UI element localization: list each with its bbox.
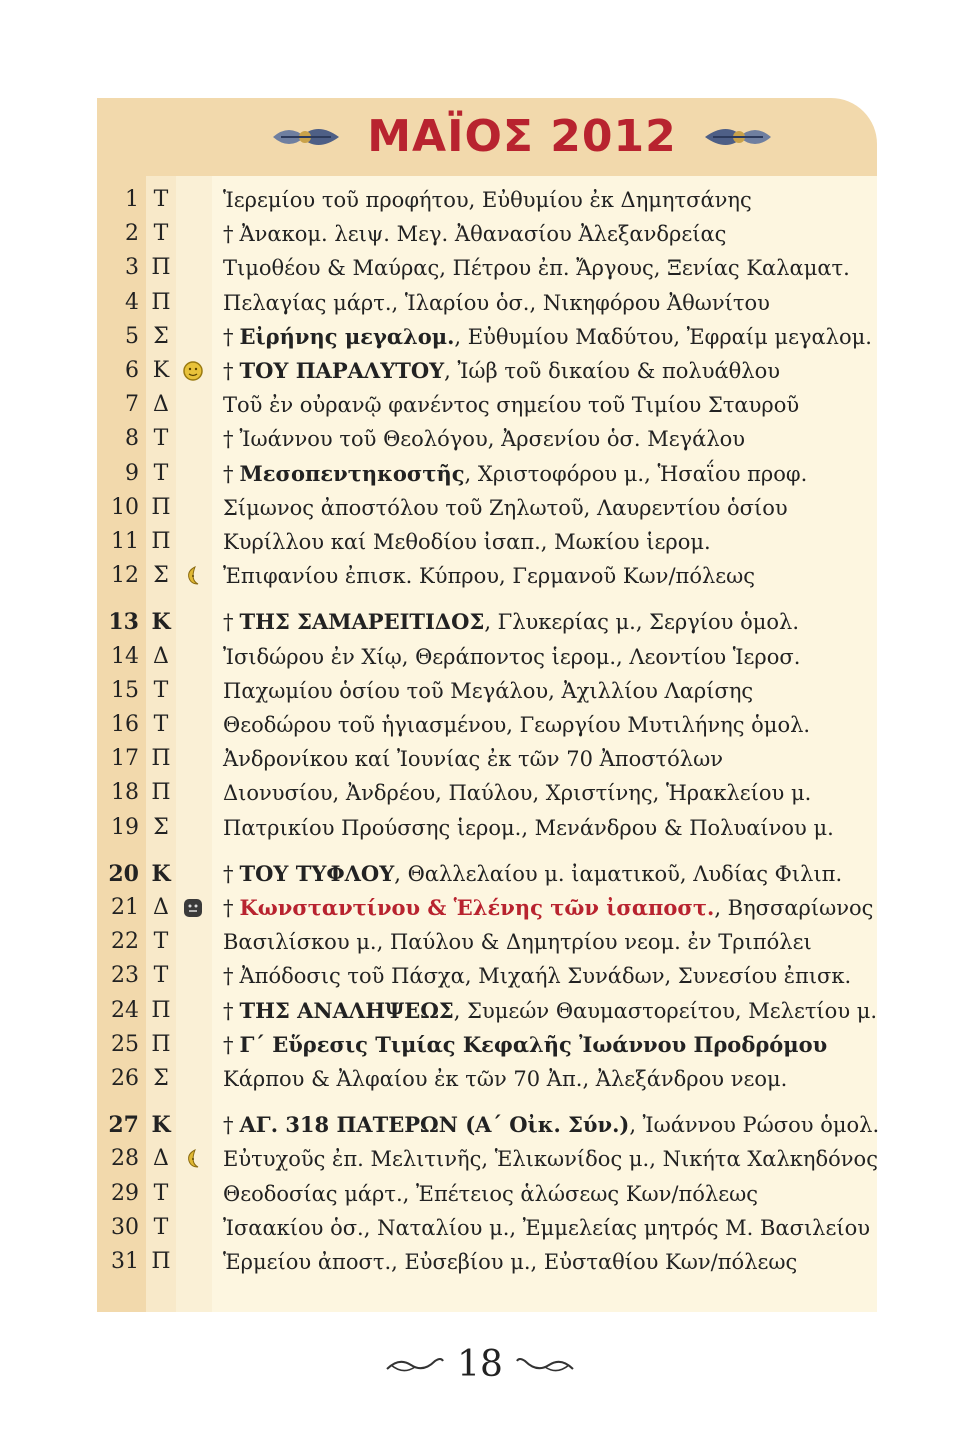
feast-text: [223, 959, 873, 993]
day-number: 7: [125, 392, 139, 418]
moon-phase-icon: [181, 896, 205, 920]
day-number: 31: [111, 1249, 139, 1274]
day-of-week: Σ: [153, 563, 169, 589]
feast-saints: Θεοδώρου τοῦ ἡγιασμένου, Γεωργίου Μυτιλήνης ὁμολ.: [223, 713, 811, 737]
day-row: [97, 959, 877, 993]
day-row: [97, 422, 877, 456]
feast-saints: Ἐπιφανίου ἐπισκ. Κύπρου, Γερμανοῦ Κων/πόλεως: [223, 564, 756, 589]
left-swash-icon: [385, 1353, 445, 1377]
day-of-week: Τ: [153, 929, 169, 955]
day-of-week: Δ: [153, 392, 169, 418]
feast-dagger: †: [223, 964, 234, 989]
day-number: 29: [111, 1180, 139, 1206]
day-row: [97, 857, 877, 891]
day-row: [97, 674, 877, 708]
day-row: [97, 605, 877, 639]
feast-saints: Ἰωάννου τοῦ Θεολόγου, Ἀρσενίου ὁσ. Μεγάλου: [239, 427, 746, 452]
feast-text: [223, 994, 878, 1028]
day-row: [97, 1245, 877, 1279]
day-row: [97, 1142, 877, 1176]
feast-highlight: ΤΗΣ ΑΝΑΛΗΨΕΩΣ: [239, 997, 454, 1023]
day-number: 30: [111, 1214, 139, 1240]
feast-saints: Παχωμίου ὁσίου τοῦ Μεγάλου, Ἀχιλλίου Λαρίσης: [223, 678, 754, 703]
day-of-week: Σ: [153, 1066, 169, 1091]
feast-saints: Εὐτυχοῦς ἐπ. Μελιτινῆς, Ἑλικωνίδος μ., Νικήτα Χαλκηδόνος: [223, 1147, 878, 1172]
feast-text: [223, 1177, 873, 1211]
day-of-week: Δ: [153, 1146, 169, 1172]
day-of-week: Π: [151, 289, 171, 315]
day-number: 3: [125, 255, 139, 281]
feast-dagger: †: [223, 896, 234, 920]
day-number: 2: [125, 221, 139, 247]
day-row: [97, 217, 877, 251]
feast-text: [223, 742, 873, 776]
feast-highlight: Μεσοπεντηκοστῆς: [239, 460, 465, 486]
day-row: [97, 559, 877, 593]
feast-major: Κωνσταντίνου & Ἑλένης τῶν ἰσαποστ.: [239, 895, 715, 920]
day-row: [97, 388, 877, 422]
day-number: 9: [125, 460, 139, 486]
day-of-week: Τ: [153, 460, 169, 486]
day-of-week: Π: [151, 746, 171, 772]
feast-text: [223, 605, 873, 639]
feast-saints: , Εὐθυμίου Μαδύτου, Ἐφραίμ μεγαλομ.: [454, 324, 872, 349]
right-ornament-icon: [703, 117, 773, 157]
month-header: [212, 98, 832, 176]
day-row: [97, 1028, 877, 1062]
feast-saints: Ἑρμείου ἀποστ., Εὐσεβίου μ., Εὐσταθίου Κων/πόλεως: [223, 1250, 798, 1274]
day-row: [97, 1108, 880, 1142]
feast-dagger: †: [223, 222, 234, 247]
day-of-week: Τ: [153, 963, 169, 989]
feast-saints: , Γλυκερίας μ., Σεργίου ὁμολ.: [484, 610, 800, 635]
day-number: 12: [111, 563, 139, 589]
day-of-week: Π: [151, 1249, 171, 1274]
day-number: 15: [111, 677, 139, 703]
feast-dagger: †: [223, 324, 234, 349]
day-of-week: Π: [151, 780, 171, 806]
feast-text: [223, 251, 873, 285]
day-number: 8: [125, 426, 139, 452]
feast-dagger: †: [223, 359, 234, 383]
day-number: 17: [111, 746, 139, 772]
day-of-week: Κ: [152, 358, 170, 383]
day-number: 25: [111, 1031, 139, 1057]
day-of-week: Τ: [153, 677, 169, 703]
day-of-week: Τ: [153, 1214, 169, 1240]
day-row: [97, 811, 877, 845]
day-row: [97, 320, 877, 354]
day-row: [97, 183, 877, 217]
feast-text: [223, 286, 873, 320]
feast-saints: Κυρίλλου καί Μεθοδίου ἰσαπ., Μωκίου ἱερομ.: [223, 530, 711, 554]
day-row: [97, 708, 877, 742]
day-of-week: Κ: [151, 860, 171, 887]
day-of-week: Κ: [151, 1112, 171, 1139]
moon-icon-2: [181, 1147, 205, 1171]
day-row: [97, 891, 877, 925]
day-number: 4: [125, 289, 139, 315]
feast-saints: Ἰσαακίου ὁσ., Ναταλίου μ., Ἐμμελείας μητρός Μ. Βασιλείου: [223, 1215, 871, 1240]
day-of-week: Τ: [153, 712, 169, 737]
day-number: 1: [125, 187, 139, 212]
day-of-week: Τ: [153, 1180, 169, 1206]
sun-icon: [181, 359, 205, 383]
feast-saints: Θεοδοσίας μάρτ., Ἐπέτειος ἁλώσεως Κων/πόλεως: [223, 1181, 758, 1206]
feast-text: [223, 674, 873, 708]
day-row: [97, 1062, 877, 1096]
day-row: [97, 742, 877, 776]
feast-dagger: †: [223, 1113, 234, 1138]
day-of-week: Δ: [153, 643, 169, 669]
feast-dagger: †: [223, 998, 234, 1023]
feast-saints: Ἰσιδώρου ἐν Χίῳ, Θεράποντος ἱερομ., Λεοντίου Ἱεροσ.: [223, 644, 801, 669]
feast-saints: Ἀνακομ. λειψ. Μεγ. Ἀθανασίου Ἀλεξανδρείας: [239, 222, 727, 247]
feast-text: [223, 1028, 873, 1062]
day-of-week: Σ: [153, 814, 169, 840]
feast-text: [223, 320, 873, 354]
feast-saints: , Ἰώβ τοῦ δικαίου & πολυάθλου: [444, 359, 781, 383]
feast-highlight: ΤΟΥ ΤΥΦΛΟΥ: [239, 860, 395, 886]
feast-text: [223, 457, 873, 491]
feast-text: [223, 1245, 873, 1279]
day-number: 5: [125, 323, 139, 349]
day-of-week: Π: [151, 494, 171, 520]
feast-highlight: Γ΄ Εὕρεσις Τιμίας Κεφαλῆς Ἰωάννου Προδρόμου: [239, 1031, 828, 1057]
day-number: 11: [111, 529, 139, 554]
page-number: 18: [457, 1344, 503, 1385]
feast-text: [223, 388, 873, 422]
feast-dagger: †: [223, 861, 234, 886]
feast-saints: , Ἰωάννου Ρώσου ὁμολ.: [629, 1113, 880, 1138]
feast-dagger: †: [223, 610, 234, 635]
day-number: 28: [111, 1146, 139, 1172]
feast-saints: Τοῦ ἐν οὐρανῷ φανέντος σημείου τοῦ Τιμίου Σταυροῦ: [223, 393, 800, 418]
day-of-week: Τ: [153, 221, 169, 247]
day-number: 19: [111, 814, 139, 840]
right-swash-icon: [515, 1353, 575, 1377]
day-number: 27: [108, 1112, 139, 1139]
feast-saints: Ἱερεμίου τοῦ προφήτου, Εὐθυμίου ἐκ Δημητσάνης: [223, 188, 752, 212]
day-row: [97, 491, 877, 525]
day-number: 6: [125, 358, 139, 383]
day-of-week: Π: [151, 997, 171, 1023]
feast-dagger: †: [223, 1032, 234, 1057]
day-of-week: Π: [151, 529, 171, 554]
feast-highlight: Εἰρήνης μεγαλομ.: [239, 323, 455, 349]
feast-saints: , Θαλλελαίου μ. ἰαματικοῦ, Λυδίας Φιλιπ.: [394, 861, 843, 886]
feast-text: [223, 354, 873, 388]
day-of-week: Σ: [153, 323, 169, 349]
day-of-week: Π: [151, 255, 171, 281]
feast-text: [223, 925, 873, 959]
feast-text: [223, 525, 873, 559]
feast-text: [223, 776, 873, 810]
day-row: [97, 525, 877, 559]
feast-saints: Πελαγίας μάρτ., Ἱλαρίου ὁσ., Νικηφόρου Ἀθωνίτου: [223, 290, 770, 315]
feast-text: [223, 1211, 873, 1245]
feast-text: [223, 491, 873, 525]
feast-dagger: †: [223, 427, 234, 452]
day-of-week: Δ: [153, 895, 169, 920]
month-title: ΜΑΪΟΣ 2012: [367, 111, 677, 162]
feast-saints: , Συμεών Θαυμαστορείτου, Μελετίου μ.: [453, 998, 878, 1023]
day-number: 24: [111, 997, 139, 1023]
feast-text: [223, 1062, 873, 1096]
feast-text: [223, 422, 873, 456]
day-number: 10: [111, 494, 139, 520]
day-number: 21: [111, 895, 139, 920]
day-row: [97, 1211, 877, 1245]
feast-text: [223, 1108, 880, 1142]
feast-text: [223, 183, 873, 217]
day-of-week: Κ: [151, 609, 171, 636]
feast-saints: , Βησσαρίωνος: [714, 896, 874, 920]
feast-saints: , Χριστοφόρου μ., Ἡσαΐου προφ.: [464, 461, 808, 486]
feast-saints: Διονυσίου, Ἀνδρέου, Παύλου, Χριστίνης, Ἡρακλείου μ.: [223, 781, 812, 806]
day-row: [97, 1177, 877, 1211]
day-row: [97, 286, 877, 320]
day-row: [97, 640, 877, 674]
day-number: 22: [111, 929, 139, 955]
day-number: 16: [111, 712, 139, 737]
day-row: [97, 457, 877, 491]
feast-highlight: ΑΓ. 318 ΠΑΤΕΡΩΝ (Α΄ Οἰκ. Σύν.): [239, 1112, 630, 1138]
feast-saints: Ἀπόδοσις τοῦ Πάσχα, Μιχαήλ Συνάδων, Συνεσίου ἐπισκ.: [239, 964, 852, 989]
day-of-week: Π: [151, 1031, 171, 1057]
feast-saints: Σίμωνος ἀποστόλου τοῦ Ζηλωτοῦ, Λαυρεντίου ὁσίου: [223, 495, 788, 520]
moon-icon: [181, 564, 205, 588]
feast-saints: Βασιλίσκου μ., Παύλου & Δημητρίου νεομ. ἐν Τριπόλει: [223, 930, 812, 955]
day-of-week: Τ: [153, 187, 169, 212]
feast-highlight: ΤΗΣ ΣΑΜΑΡΕΙΤΙΔΟΣ: [239, 609, 485, 635]
day-row: [97, 925, 877, 959]
feast-text: [223, 1142, 878, 1176]
day-number: 26: [111, 1066, 139, 1091]
feast-text: [223, 640, 873, 674]
feast-saints: Κάρπου & Ἀλφαίου ἐκ τῶν 70 Ἀπ., Ἀλεξάνδρου νεομ.: [223, 1067, 788, 1091]
day-number: 13: [108, 609, 139, 636]
day-of-week: Τ: [153, 426, 169, 452]
feast-text: [223, 217, 873, 251]
feast-text: [223, 891, 873, 925]
feast-text: [223, 559, 873, 593]
feast-text: [223, 811, 873, 845]
day-row: [97, 251, 877, 285]
page-footer: [360, 1342, 600, 1388]
day-row: [97, 776, 877, 810]
day-number: 18: [111, 780, 139, 806]
day-number: 23: [111, 963, 139, 989]
feast-saints: Ἀνδρονίκου καί Ἰουνίας ἐκ τῶν 70 Ἀποστόλων: [223, 747, 724, 772]
feast-saints: Τιμοθέου & Μαύρας, Πέτρου ἐπ. Ἄργους, Ξενίας Καλαματ.: [223, 256, 850, 281]
day-row: [97, 354, 877, 388]
feast-dagger: †: [223, 461, 234, 486]
day-number: 14: [111, 643, 139, 669]
feast-text: [223, 708, 873, 742]
day-number: 20: [108, 860, 139, 887]
left-ornament-icon: [271, 117, 341, 157]
day-row: [97, 994, 877, 1028]
feast-saints: Πατρικίου Προύσσης ἱερομ., Μενάνδρου & Πολυαίνου μ.: [223, 815, 834, 840]
feast-highlight: ΤΟΥ ΠΑΡΑΛΥΤΟΥ: [239, 358, 445, 383]
feast-text: [223, 857, 873, 891]
